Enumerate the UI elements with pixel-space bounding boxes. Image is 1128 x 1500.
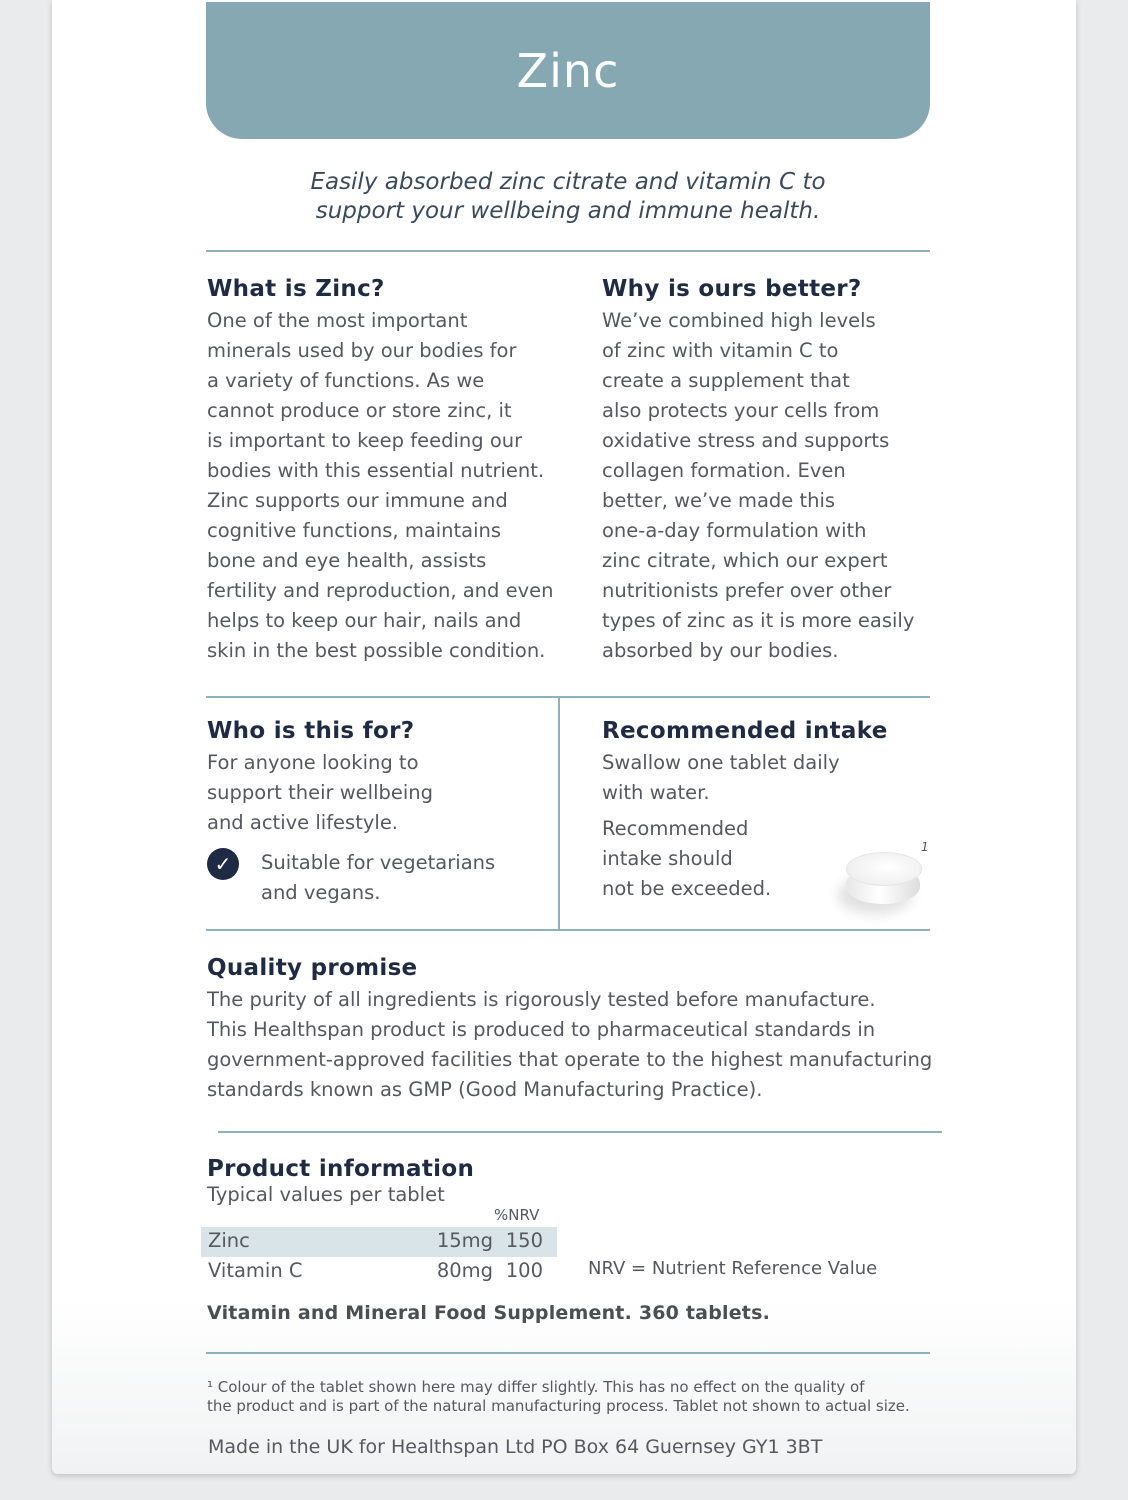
who-for-heading: Who is this for? <box>207 718 415 744</box>
what-is-body: One of the most important minerals used by our bodies for a variety of functions. As we cannot produce or store zinc, it is important to keep feeding our bodies with this essential nutrient. Zinc supports our immune and cognitive functions, maintains bone and eye health, assists fertility and reproduction, and even helps to keep our hair, nails and skin in the best possible condition. <box>207 309 554 662</box>
divider <box>206 250 930 252</box>
product-info-heading: Product information <box>207 1156 475 1182</box>
what-is-section <box>207 276 577 666</box>
product-title: Zinc <box>516 43 620 98</box>
title-banner <box>206 2 930 139</box>
divider <box>206 929 930 931</box>
quality-section <box>207 955 937 1105</box>
intake-warning: Recommended intake should not be exceeded. <box>602 817 772 900</box>
vegan-badge <box>207 848 495 908</box>
what-is-heading: What is Zinc? <box>207 276 385 302</box>
nrv-note: NRV = Nutrient Reference Value <box>588 1258 878 1279</box>
why-better-heading: Why is ours better? <box>602 276 862 302</box>
tablet-top <box>846 852 922 886</box>
check-circle-icon: ✓ <box>207 848 239 880</box>
quality-body: The purity of all ingredients is rigorously tested before manufacture. This Healthspan product is produced to pharmaceutical standards in government-approved facilities that operate to the highest manufacturing standards known as GMP (Good Manufacturing Practice). <box>207 988 933 1101</box>
product-info-subheading: Typical values per tablet <box>207 1183 445 1206</box>
column-divider <box>558 698 560 930</box>
divider <box>206 1352 930 1354</box>
product-info-section <box>207 1156 607 1208</box>
table-row <box>201 1257 557 1287</box>
intake-body: Swallow one tablet daily with water. <box>602 751 840 804</box>
divider <box>206 696 930 698</box>
nutrient-name: Vitamin C <box>208 1259 303 1282</box>
tagline-text: Easily absorbed zinc citrate and vitamin C to support your wellbeing and immune health. <box>310 169 826 224</box>
footnote: ¹ Colour of the tablet shown here may differ slightly. This has no effect on the quality of the product and is part of the natural manufacturing process. Tablet not shown to actual size. <box>207 1378 910 1415</box>
vegan-text: Suitable for vegetarians and vegans. <box>261 851 496 904</box>
who-for-section <box>207 718 547 838</box>
nutrient-amount: 15mg <box>436 1229 493 1252</box>
nutrient-nrv: 100 <box>505 1259 543 1282</box>
nutrient-nrv: 150 <box>505 1229 543 1252</box>
divider <box>218 1131 942 1133</box>
tagline <box>206 168 930 226</box>
supplement-statement: Vitamin and Mineral Food Supplement. 360 tablets. <box>207 1302 771 1324</box>
quality-heading: Quality promise <box>207 955 418 981</box>
nrv-column-header: %NRV <box>494 1206 540 1224</box>
why-better-body: We’ve combined high levels of zinc with vitamin C to create a supplement that also protects your cells from oxidative stress and supports collagen formation. Even better, we’ve made this one-a-day formulation with zinc citrate, which our expert nutritionists prefer over other types of zinc as it is more easily absorbed by our bodies. <box>602 309 915 662</box>
manufacturer-address: Made in the UK for Healthspan Ltd PO Box 64 Guernsey GY1 3BT <box>208 1436 823 1458</box>
nutrient-amount: 80mg <box>436 1259 493 1282</box>
nutrient-name: Zinc <box>208 1229 250 1252</box>
tablet-image <box>844 848 922 908</box>
table-row <box>201 1227 557 1257</box>
why-better-section <box>602 276 932 666</box>
who-for-body: For anyone looking to support their wellbeing and active lifestyle. <box>207 751 434 834</box>
intake-heading: Recommended intake <box>602 718 888 744</box>
footnote-mark: 1 <box>921 840 929 854</box>
